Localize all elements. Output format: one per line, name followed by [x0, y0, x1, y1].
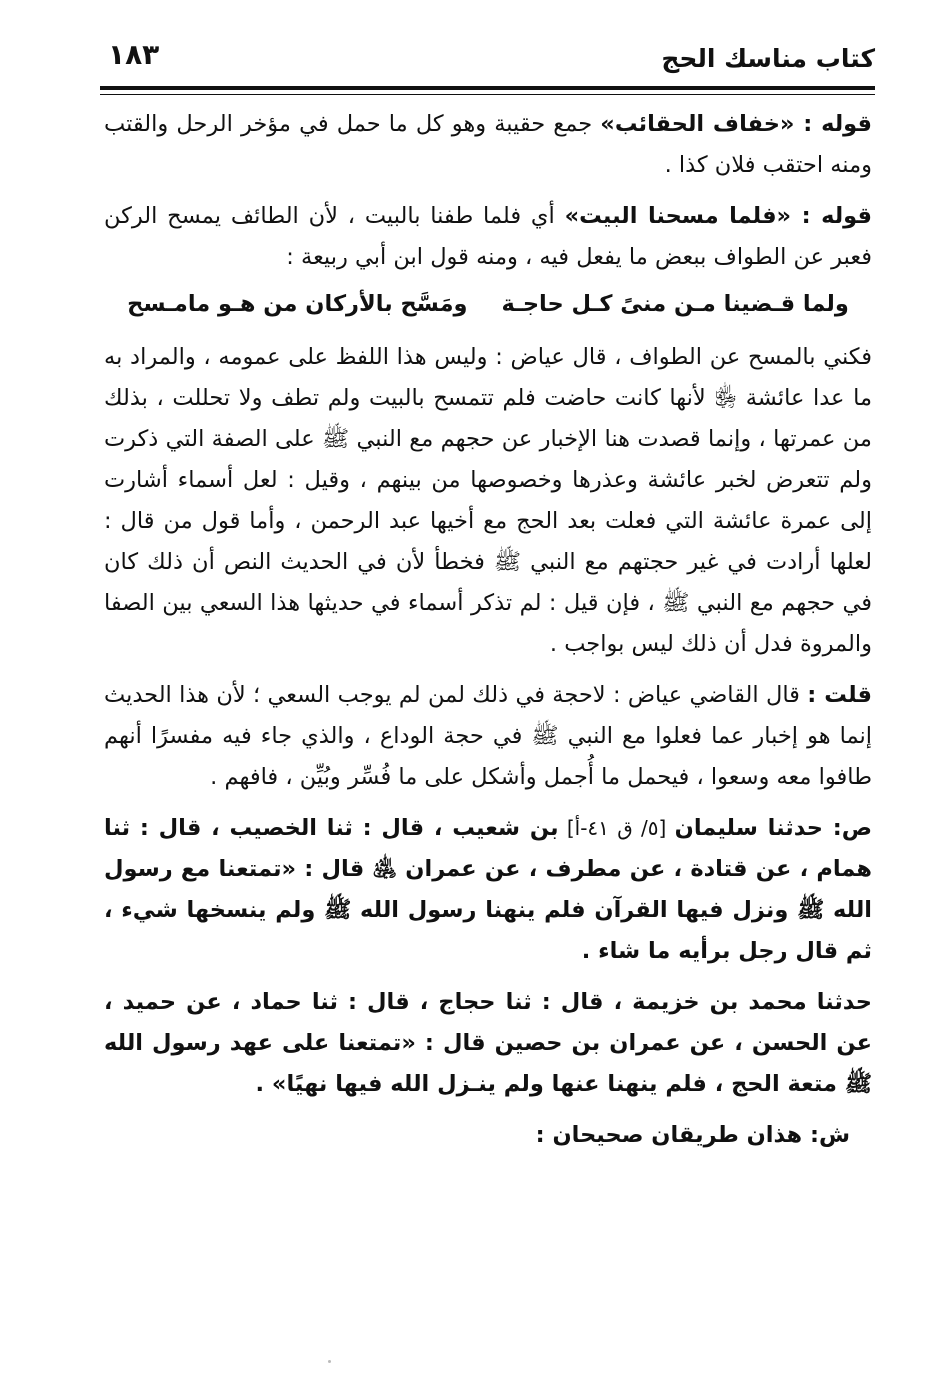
manuscript-reference: [٥/ ق ٤١-أ]	[558, 816, 675, 840]
paragraph-masahna-al-bayt	[104, 196, 872, 278]
poetry-verse	[104, 284, 872, 325]
verse-first-hemistich: ولما قـضينا مـن منىً كـل حاجـة	[501, 291, 849, 317]
paragraph-lead: قلت :	[807, 682, 872, 708]
paragraph-lead: ص: حدثنا سليمان	[674, 815, 872, 841]
paragraph-text: قال القاضي عياض : لاحجة في ذلك لمن لم يوجب السعي ؛ لأن هذا الحديث إنما هو إخبار عما فعلوا مع النبي ﷺ في حجة الوداع ، والذي جاء فيه مفسرًا أنهم طافوا معه وسعوا ، فيحمل ما أُجمل وأشكل على ما فُسِّر وبُيِّن ، فافهم .	[104, 682, 872, 790]
header-rule-thick	[100, 86, 875, 90]
verse-second-hemistich: ومَسَّح بالأركان من هـو مامـسح	[127, 291, 468, 317]
paragraph-text: فكني بالمسح عن الطواف ، قال عياض : وليس هذا اللفظ على عمومه ، والمراد به ما عدا عائشة ﵂ لأنها كانت حاضت فلم تتمسح بالبيت ولم تطف ولا تحللت ، بذلك من عمرتها ، وإنما قصدت هنا الإخبار عن حجهم مع النبي ﷺ على الصفة التي ذكرت ولم تتعرض لخبر عائشة وعذرها وخصوصها من بينهم ، وقيل : لعل أسماء أشارت إلى عمرة عائشة التي فعلت بعد الحج مع أخيها عبد الرحمن ، وأما قول من قال : لعلها أرادت في غير حجتهم مع النبي ﷺ فخطأ لأن في الحديث النص أن ذلك كان في حجهم مع النبي ﷺ ، فإن قيل : لم تذكر أسماء في حديثها هذا السعي بين الصفا والمروة فدل أن ذلك ليس بواجب .	[104, 344, 872, 657]
page-body	[104, 104, 872, 1166]
paragraph-iyad-commentary	[104, 337, 872, 665]
paragraph-text: جمع حقيبة وهو كل ما حمل في مؤخر الرحل والقتب ومنه احتقب فلان كذا .	[104, 111, 872, 178]
paragraph-text: بن شعيب ، قال : ثنا الخصيب ، قال : ثنا همام ، عن قتادة ، عن مطرف ، عن عمران ﵁ قال : «تمتعنا مع رسول الله ﷺ ونزل فيها القرآن فلم ينهنا رسول الله ﷺ ولم ينسخها شيء ، ثم قال رجل برأيه ما شاء .	[104, 815, 872, 964]
paragraph-qultu	[104, 675, 872, 798]
paragraph-text: أي فلما طفنا بالبيت ، لأن الطائف يمسح الركن فعبر عن الطواف ببعض ما يفعل فيه ، ومنه قول ابن أبي ربيعة :	[104, 203, 872, 270]
paragraph-lead: قوله : «فلما مسحنا البيت»	[564, 203, 872, 229]
paragraph-khifaf-al-haqaib	[104, 104, 872, 186]
paragraph-lead: قوله : «خفاف الحقائب»	[600, 111, 873, 137]
paragraph-hadith-sulayman	[104, 808, 872, 972]
page-number: ١٨٣	[108, 38, 160, 71]
header-rule-thin	[100, 94, 875, 95]
paragraph-text: ش: هذان طريقان صحيحان :	[535, 1122, 850, 1148]
paragraph-text: حدثنا محمد بن خزيمة ، قال : ثنا حجاج ، قال : ثنا حماد ، عن حميد ، عن الحسن ، عن عمران بن حصين قال : «تمتعنا على عهد رسول الله ﷺ متعة الحج ، فلم ينهنا عنها ولم ينـزل الله فيها نهيًا» .	[104, 989, 872, 1097]
paragraph-hadith-khuzayma	[104, 982, 872, 1105]
running-title: كتاب مناسك الحج	[661, 44, 875, 73]
paragraph-sharh	[104, 1115, 872, 1156]
page-header	[100, 32, 875, 92]
scan-speck	[328, 1360, 331, 1363]
